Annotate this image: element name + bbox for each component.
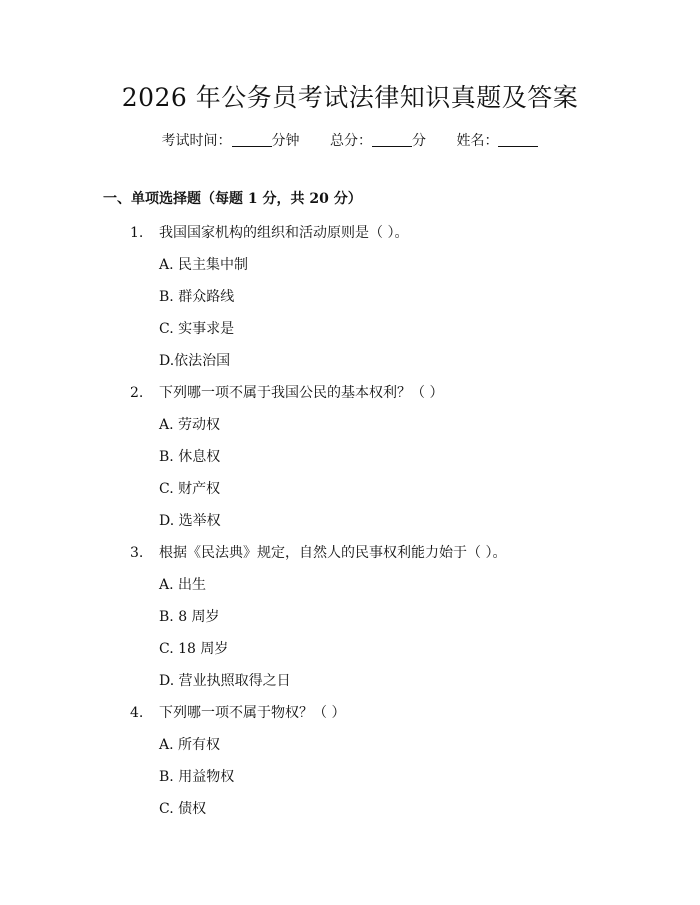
question-1 — [130, 222, 670, 244]
exam-time-label: 考试时间： — [161, 133, 232, 149]
question-3 — [130, 542, 670, 564]
question-1-option-d: D.依法治国 — [159, 353, 231, 369]
question-4-option-c: C. 债权 — [159, 801, 207, 817]
section-title: 一、单项选择题（每题 1 分，共 20 分） — [103, 191, 362, 207]
question-list — [130, 222, 670, 830]
question-1-option-b: B. 群众路线 — [159, 289, 235, 305]
question-text: 下列哪一项不属于我国公民的基本权利？（ ） — [159, 385, 444, 401]
question-2-option-b: B. 休息权 — [159, 449, 221, 465]
total-score-label: 总分： — [330, 133, 372, 149]
question-number: 2. — [130, 385, 144, 401]
question-text: 我国国家机构的组织和活动原则是（ ）。 — [159, 225, 409, 241]
total-score-info — [330, 130, 426, 151]
question-3-option-c: C. 18 周岁 — [159, 641, 229, 657]
question-4-option-a: A. 所有权 — [159, 737, 221, 753]
name-info — [456, 130, 538, 151]
question-number: 4. — [130, 705, 144, 721]
total-score-blank — [372, 132, 412, 147]
document-title: 2026 年公务员考试法律知识真题及答案 — [121, 83, 579, 112]
question-3-option-a: A. 出生 — [159, 577, 207, 593]
question-2-option-c: C. 财产权 — [159, 481, 221, 497]
question-1-option-c: C. 实事求是 — [159, 321, 235, 337]
exam-time-unit: 分钟 — [271, 133, 300, 149]
question-text: 下列哪一项不属于物权？（ ） — [159, 705, 346, 721]
name-label: 姓名： — [456, 133, 499, 149]
exam-info-line — [0, 130, 700, 151]
question-3-option-b: B. 8 周岁 — [159, 609, 220, 625]
question-number: 3. — [130, 545, 144, 561]
question-1-option-a: A. 民主集中制 — [159, 257, 249, 273]
exam-time-info — [162, 130, 300, 151]
total-score-unit: 分 — [412, 133, 426, 149]
question-3-option-d: D. 营业执照取得之日 — [159, 673, 291, 689]
question-4-option-b: B. 用益物权 — [159, 769, 235, 785]
name-blank — [498, 132, 538, 147]
question-2-option-d: D. 选举权 — [159, 513, 221, 529]
question-4 — [130, 702, 670, 724]
exam-time-blank — [232, 132, 272, 147]
question-text: 根据《民法典》规定，自然人的民事权利能力始于（ ）。 — [159, 545, 507, 561]
question-number: 1. — [130, 225, 144, 241]
question-2-option-a: A. 劳动权 — [159, 417, 221, 433]
question-2 — [130, 382, 670, 404]
